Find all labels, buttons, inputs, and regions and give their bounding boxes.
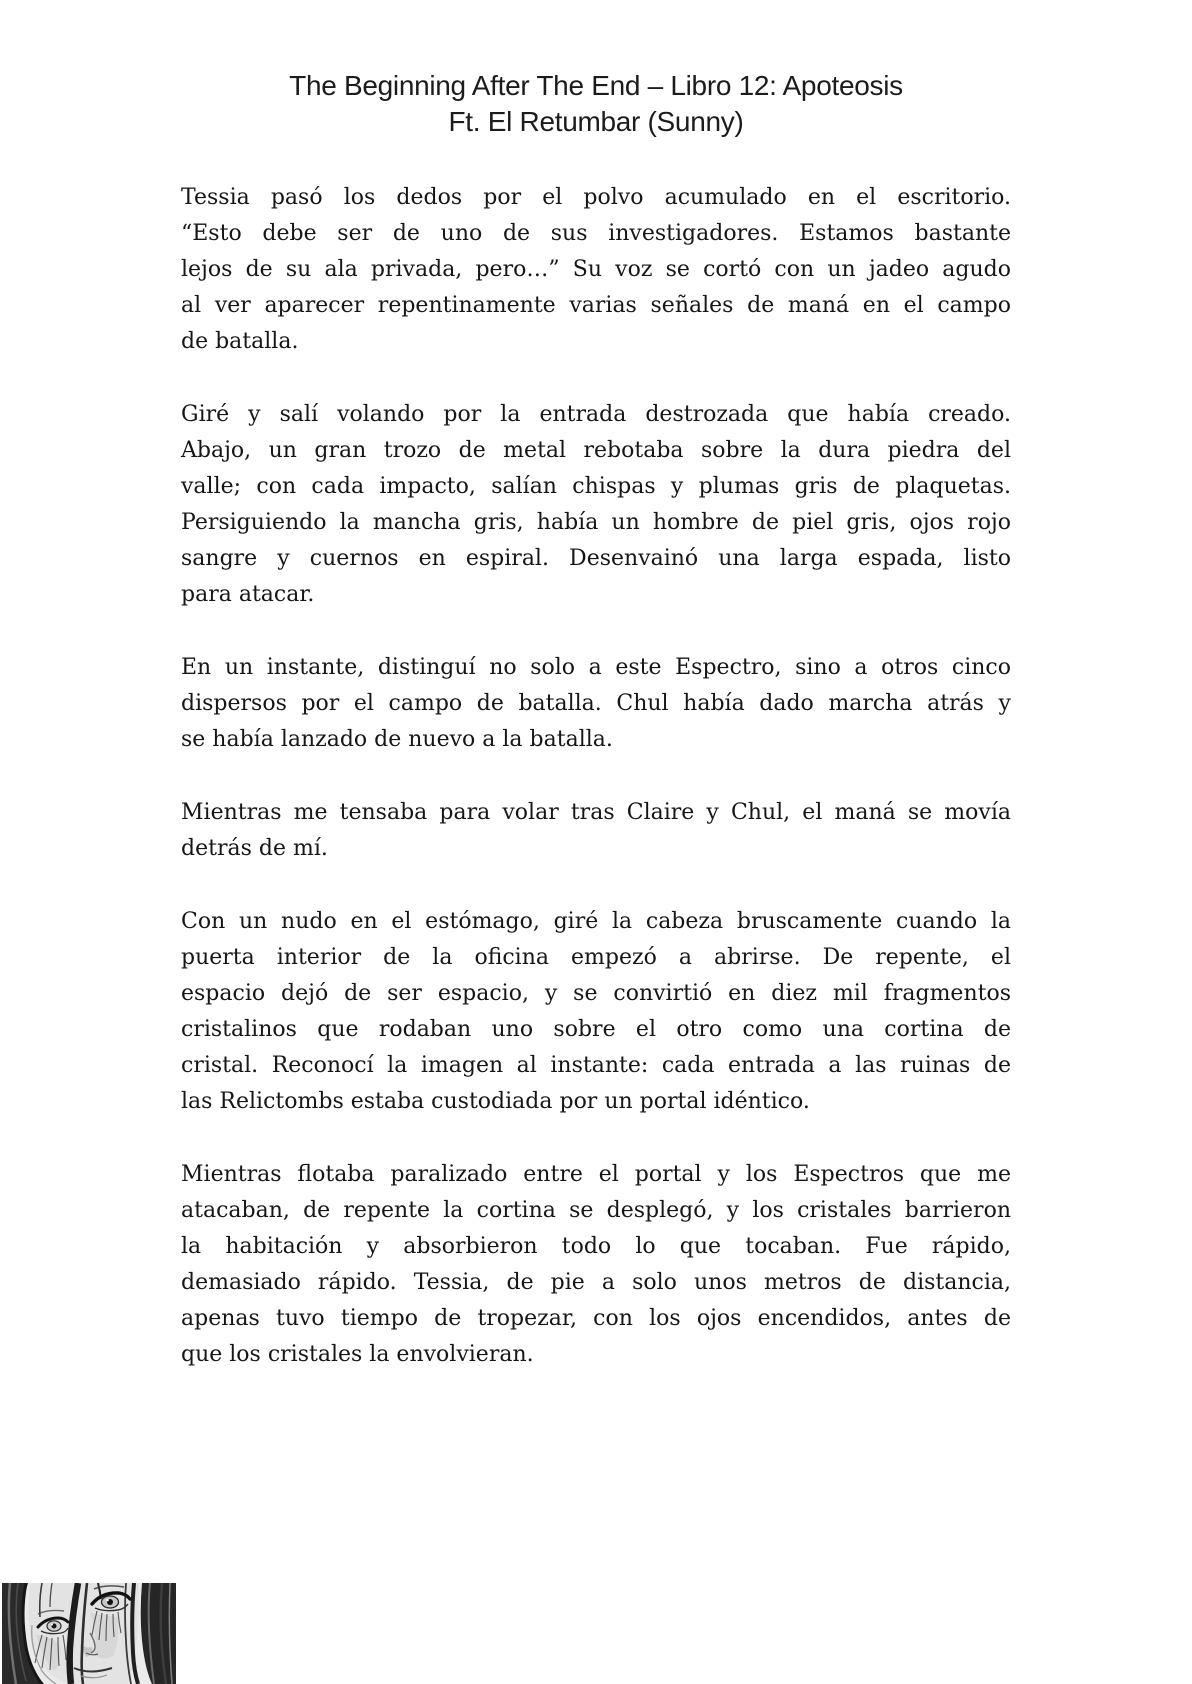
text-line: Persiguiendo la mancha gris, había un hombre de piel gris, ojos rojo: [181, 510, 1011, 535]
manga-face-image: [2, 1583, 176, 1684]
text-line: Giré y salí volando por la entrada destrozada que había creado.: [181, 402, 1011, 427]
paragraph: [181, 795, 1011, 867]
text-line: Mientras me tensaba para volar tras Claire y Chul, el maná se movía: [181, 800, 1011, 825]
text-line: de batalla.: [181, 329, 299, 354]
text-line: cristalinos que rodaban uno sobre el otro como una cortina de: [181, 1017, 1011, 1042]
paragraph: [181, 650, 1011, 758]
text-line: lejos de su ala privada, pero…” Su voz se cortó con un jadeo agudo: [181, 257, 1011, 282]
text-line: Tessia pasó los dedos por el polvo acumulado en el escritorio.: [181, 185, 1011, 210]
text-line: se había lanzado de nuevo a la batalla.: [181, 727, 613, 752]
text-line: dispersos por el campo de batalla. Chul había dado marcha atrás y: [181, 691, 1011, 716]
text-line: apenas tuvo tiempo de tropezar, con los ojos encendidos, antes de: [181, 1306, 1011, 1331]
document-body: [181, 180, 1011, 1373]
text-line: Con un nudo en el estómago, giré la cabeza bruscamente cuando la: [181, 909, 1011, 934]
text-line: detrás de mí.: [181, 836, 328, 861]
text-line: puerta interior de la oficina empezó a abrirse. De repente, el: [181, 945, 1011, 970]
text-line: Mientras flotaba paralizado entre el portal y los Espectros que me: [181, 1162, 1011, 1187]
paragraph: [181, 397, 1011, 613]
text-line: En un instante, distinguí no solo a este Espectro, sino a otros cinco: [181, 655, 1011, 680]
document-subtitle: Ft. El Retumbar (Sunny): [448, 106, 744, 137]
text-line: espacio dejó de ser espacio, y se convirtió en diez mil fragmentos: [181, 981, 1011, 1006]
text-line: cristal. Reconocí la imagen al instante: cada entrada a las ruinas de: [181, 1053, 1011, 1078]
document-header: [181, 68, 1011, 140]
document-title: The Beginning After The End – Libro 12: Apoteosis: [289, 70, 903, 101]
text-line: que los cristales la envolvieran.: [181, 1342, 534, 1367]
paragraph: [181, 180, 1011, 360]
text-line: para atacar.: [181, 582, 315, 607]
text-line: la habitación y absorbieron todo lo que tocaban. Fue rápido,: [181, 1234, 1011, 1259]
text-line: las Relictombs estaba custodiada por un portal idéntico.: [181, 1089, 810, 1114]
text-line: Abajo, un gran trozo de metal rebotaba sobre la dura piedra del: [181, 438, 1011, 463]
text-line: atacaban, de repente la cortina se desplegó, y los cristales barrieron: [181, 1198, 1011, 1223]
text-line: valle; con cada impacto, salían chispas y plumas gris de plaquetas.: [181, 474, 1011, 499]
text-line: demasiado rápido. Tessia, de pie a solo unos metros de distancia,: [181, 1270, 1011, 1295]
paragraph: [181, 1157, 1011, 1373]
text-line: “Esto debe ser de uno de sus investigadores. Estamos bastante: [181, 221, 1011, 246]
text-line: al ver aparecer repentinamente varias señales de maná en el campo: [181, 293, 1011, 318]
paragraph: [181, 904, 1011, 1120]
text-line: sangre y cuernos en espiral. Desenvainó una larga espada, listo: [181, 546, 1011, 571]
